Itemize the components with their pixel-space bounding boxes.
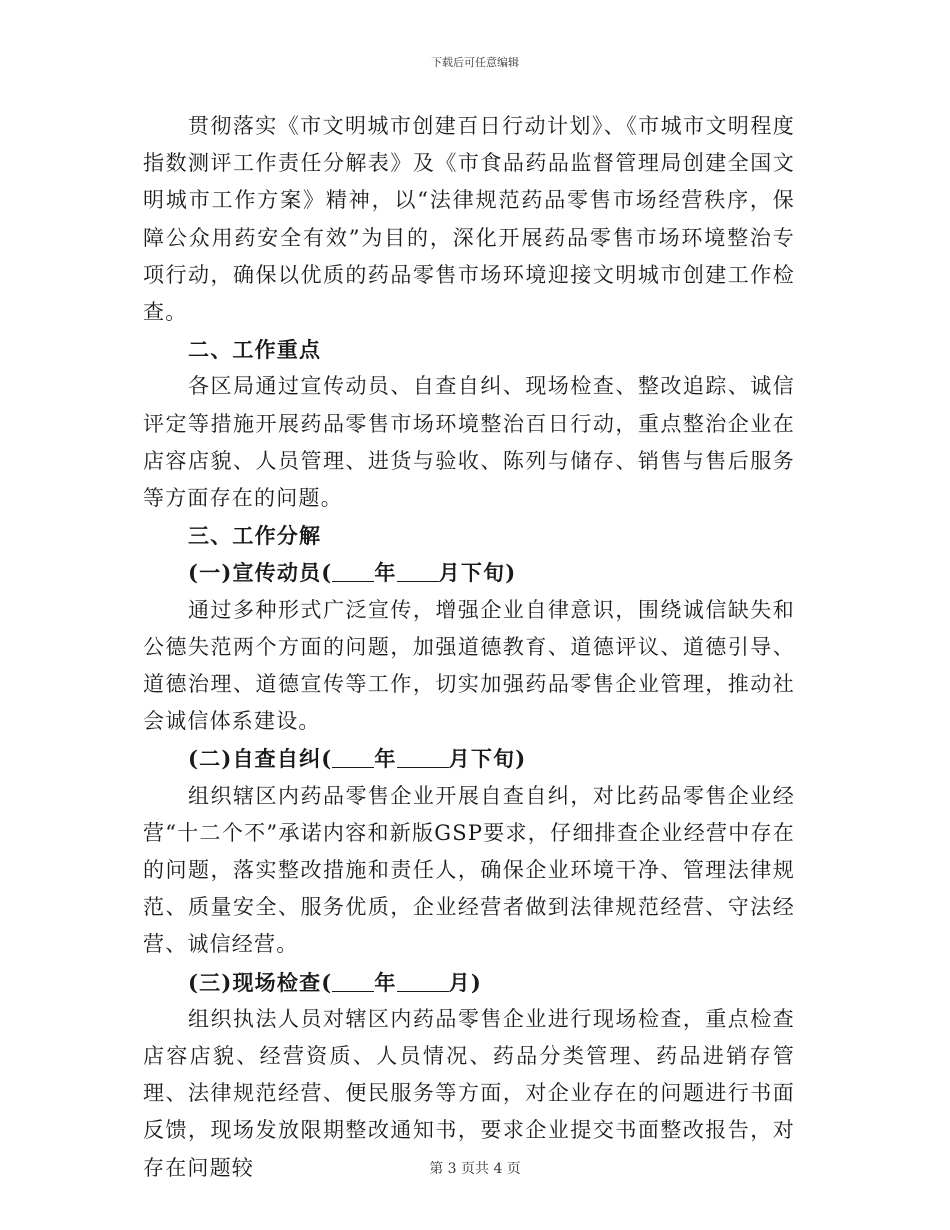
paragraph-self-inspection: 组织辖区内药品零售企业开展自查自纠，对比药品零售企业经营“十二个不”承诺内容和新版GSP要求，仔细排查企业经营中存在的问题，落实整改措施和责任人，确保企业环境干净、管理法律规范、质量安全、服务优质，企业经营者做到法律规范经营、守法经营、诚信经营。 xyxy=(143,783,795,957)
subheading-year: 年 xyxy=(374,560,397,586)
blank-line xyxy=(397,561,439,582)
document-body xyxy=(143,108,795,1187)
section-heading-work-breakdown: 三、工作分解 xyxy=(188,523,322,549)
subheading-self-inspection xyxy=(143,740,795,777)
subheading-publicity xyxy=(143,554,795,591)
blank-line xyxy=(332,561,374,582)
blank-line xyxy=(397,971,449,992)
subheading-month: 月下旬) xyxy=(448,746,527,772)
paragraph-onsite-inspection: 组织执法人员对辖区内药品零售企业进行现场检查，重点检查店容店貌、经营资质、人员情况、药品分类管理、药品进销存管理、法律规范经营、便民服务等方面，对企业存在的问题进行书面反馈，现场发放限期整改通知书，要求企业提交书面整改报告，对存在问题较 xyxy=(143,1006,795,1180)
paragraph-publicity: 通过多种形式广泛宣传，增强企业自律意识，围绕诚信缺失和公德失范两个方面的问题，加强道德教育、道德评议、道德引导、道德治理、道德宣传等工作，切实加强药品零售企业管理，推动社会诚信体系建设。 xyxy=(143,597,795,734)
subheading-title: (三)现场检查( xyxy=(188,969,333,995)
blank-line xyxy=(332,971,374,992)
section-heading-work-focus: 二、工作重点 xyxy=(188,337,322,363)
blank-line xyxy=(332,747,374,768)
subheading-title: (二)自查自纠( xyxy=(188,746,333,772)
subheading-title: (一)宣传动员( xyxy=(188,560,333,586)
subheading-month: 月下旬) xyxy=(438,560,517,586)
page-footer: 第 3 页共 4 页 xyxy=(429,1161,521,1177)
paragraph-purpose: 贯彻落实《市文明城市创建百日行动计划》、《市城市文明程度指数测评工作责任分解表》及《市食品药品监督管理局创建全国文明城市工作方案》精神，以“法律规范药品零售市场经营秩序，保障公众用药安全有效”为目的，深化开展药品零售市场环境整治专项行动，确保以优质的药品零售市场环境迎接文明城市创建工作检查。 xyxy=(143,114,795,325)
paragraph-work-focus: 各区局通过宣传动员、自查自纠、现场检查、整改追踪、诚信评定等措施开展药品零售市场环境整治百日行动，重点整治企业在店容店貌、人员管理、进货与验收、陈列与储存、销售与售后服务等方面存在的问题。 xyxy=(143,374,795,511)
page-header: 下载后可任意编辑 xyxy=(431,56,519,69)
subheading-year: 年 xyxy=(374,746,397,772)
subheading-year: 年 xyxy=(374,969,397,995)
subheading-onsite-inspection xyxy=(143,964,795,1001)
blank-line xyxy=(397,747,449,768)
subheading-month: 月) xyxy=(448,969,482,995)
